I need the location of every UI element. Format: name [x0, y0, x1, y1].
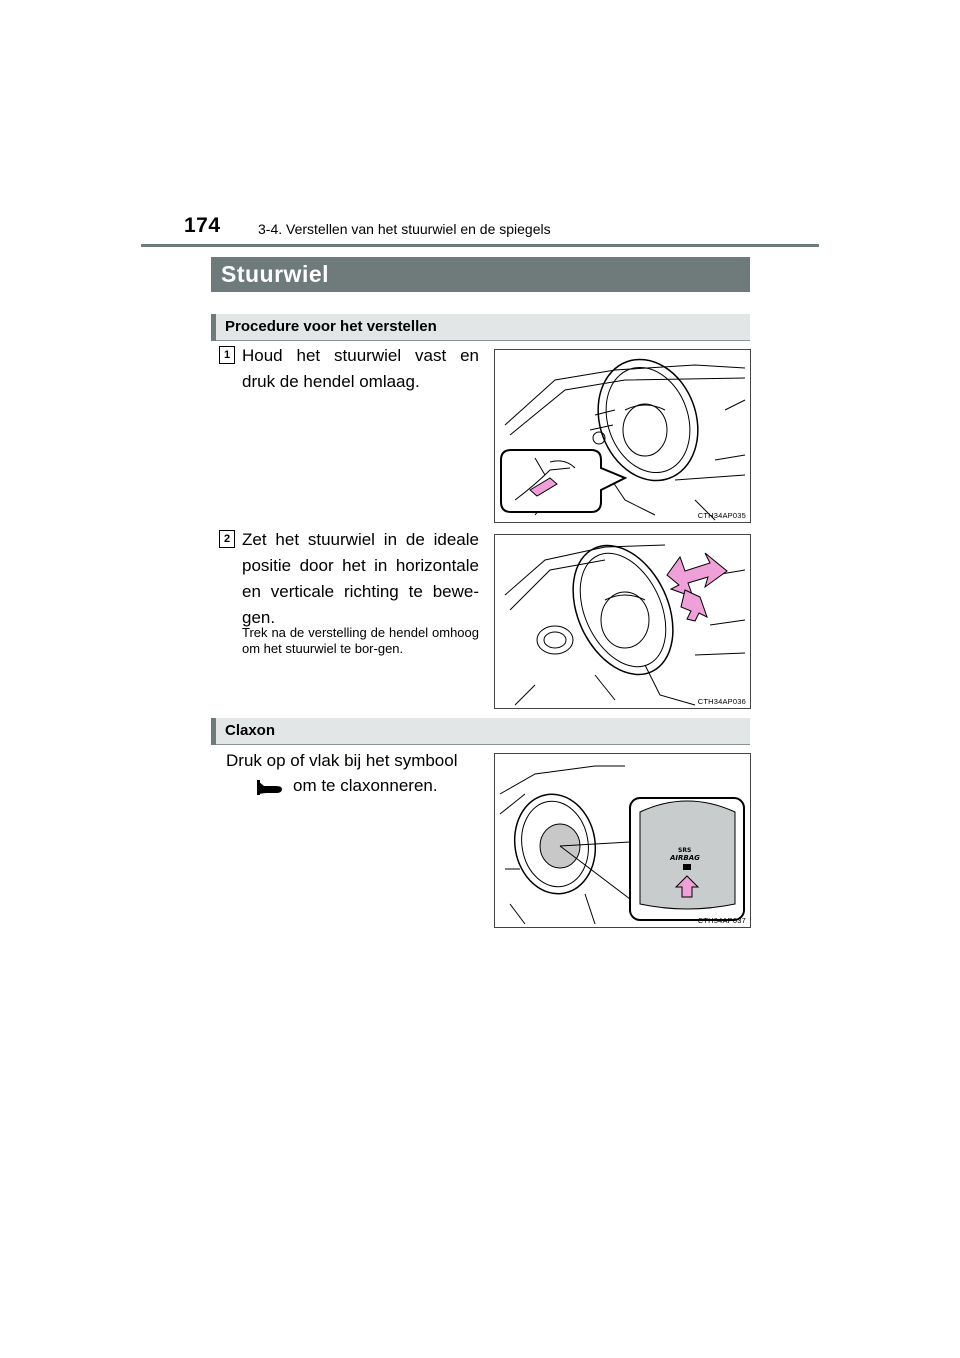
- horn-heading-bar: [211, 718, 750, 745]
- chapter-title: 3-4. Verstellen van het stuurwiel en de spiegels: [258, 221, 551, 237]
- section-title-bar: [211, 257, 750, 292]
- header-divider: [141, 244, 819, 247]
- horn-text-after: om te claxonneren.: [293, 776, 438, 795]
- horn-icon: [256, 779, 284, 795]
- figure-code-1: CTH34AP035: [697, 511, 746, 520]
- airbag-label: AIRBAG: [670, 854, 700, 862]
- figure-horn: [494, 753, 751, 928]
- step-1-text: Houd het stuurwiel vast en druk de hendel omlaag.: [242, 346, 479, 391]
- procedure-heading-bar: [211, 314, 750, 341]
- horn-illustration: [495, 754, 750, 927]
- srs-label: SRS: [678, 847, 692, 854]
- procedure-heading: Procedure voor het verstellen: [225, 318, 437, 335]
- page-number: 174: [184, 214, 221, 237]
- section-title: Stuurwiel: [221, 261, 330, 287]
- figure-lever-release: [494, 349, 751, 523]
- step-number-2: 2: [219, 530, 235, 548]
- figure-code-2: CTH34AP036: [697, 697, 746, 706]
- figure-wheel-adjust: [494, 534, 751, 709]
- horn-text-before: Druk op of vlak bij het symbool: [226, 751, 458, 770]
- steering-adjust-illustration: [495, 535, 750, 708]
- heading-accent: [211, 314, 216, 341]
- steering-lever-illustration: [495, 350, 750, 522]
- step-number-1: 1: [219, 346, 235, 364]
- step-2-text: Zet het stuurwiel in de ideale positie door het in horizontale en verticale richting te bewe-gen.: [242, 530, 479, 627]
- heading-accent: [211, 718, 216, 745]
- horn-heading: Claxon: [225, 722, 276, 739]
- figure-code-3: CTH34AP037: [697, 916, 746, 925]
- step-2-note: Trek na de verstelling de hendel omhoog om het stuurwiel te bor-gen.: [242, 625, 479, 656]
